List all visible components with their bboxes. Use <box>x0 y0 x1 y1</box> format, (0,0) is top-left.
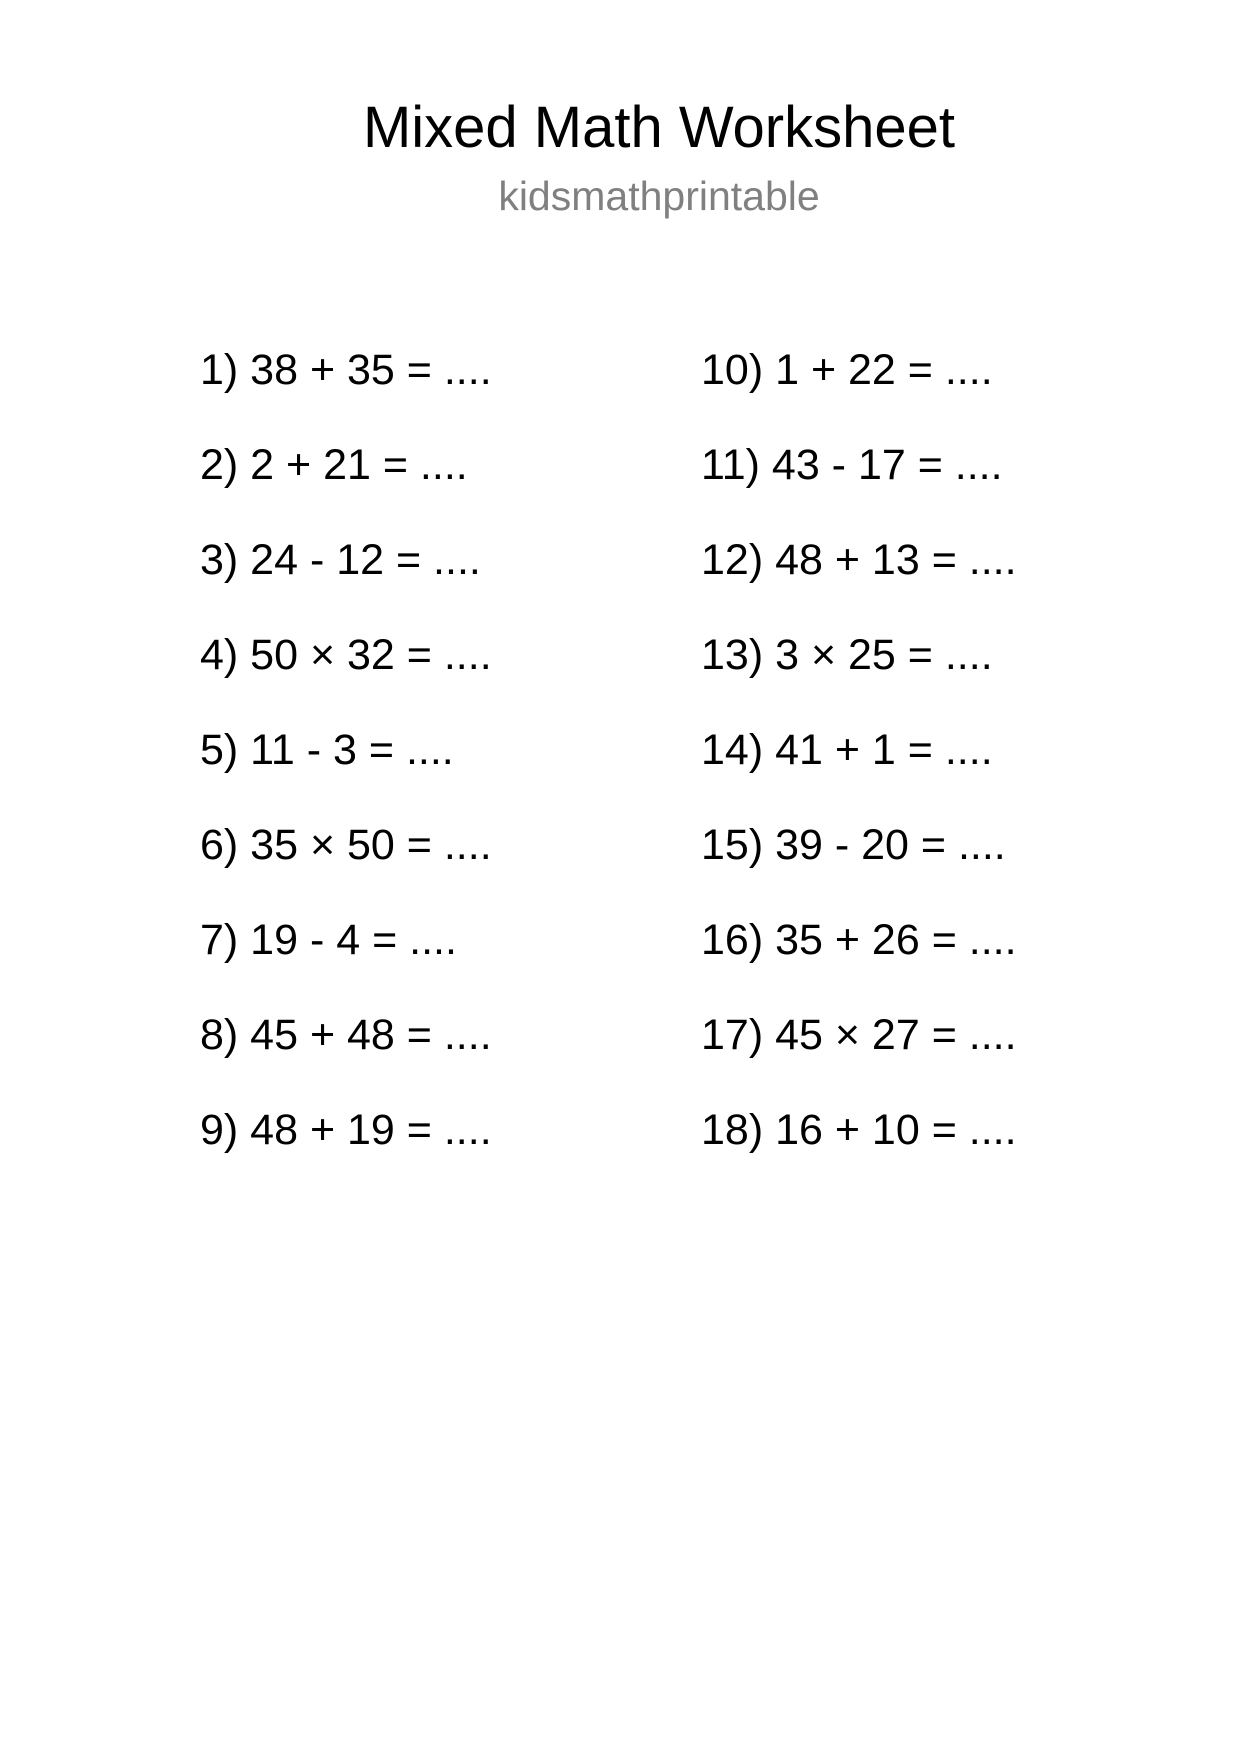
problem-item: 18) 16 + 10 = .... <box>701 1106 1017 1154</box>
problem-item: 15) 39 - 20 = .... <box>701 821 1006 869</box>
problem-item: 8) 45 + 48 = .... <box>200 1011 492 1059</box>
worksheet-header <box>0 95 1240 221</box>
problem-column-left <box>200 345 492 1200</box>
problem-item: 1) 38 + 35 = .... <box>200 346 492 394</box>
problem-item: 17) 45 × 27 = .... <box>701 1011 1017 1059</box>
problem-item: 16) 35 + 26 = .... <box>701 916 1017 964</box>
problem-item: 2) 2 + 21 = .... <box>200 441 468 489</box>
problem-item: 3) 24 - 12 = .... <box>200 536 481 584</box>
page-title: Mixed Math Worksheet <box>362 95 956 160</box>
problem-item: 9) 48 + 19 = .... <box>200 1106 492 1154</box>
problem-item: 14) 41 + 1 = .... <box>701 726 993 774</box>
problem-item: 7) 19 - 4 = .... <box>200 916 457 964</box>
problem-columns <box>200 345 1100 1245</box>
problem-column-right <box>701 345 1017 1200</box>
problem-item: 6) 35 × 50 = .... <box>200 821 492 869</box>
problem-item: 12) 48 + 13 = .... <box>701 536 1017 584</box>
problem-item: 11) 43 - 17 = .... <box>701 441 1003 489</box>
problem-item: 13) 3 × 25 = .... <box>701 631 993 679</box>
problem-item: 4) 50 × 32 = .... <box>200 631 492 679</box>
problem-item: 10) 1 + 22 = .... <box>701 346 993 394</box>
page-subtitle: kidsmathprintable <box>498 172 820 219</box>
problem-item: 5) 11 - 3 = .... <box>200 726 454 774</box>
